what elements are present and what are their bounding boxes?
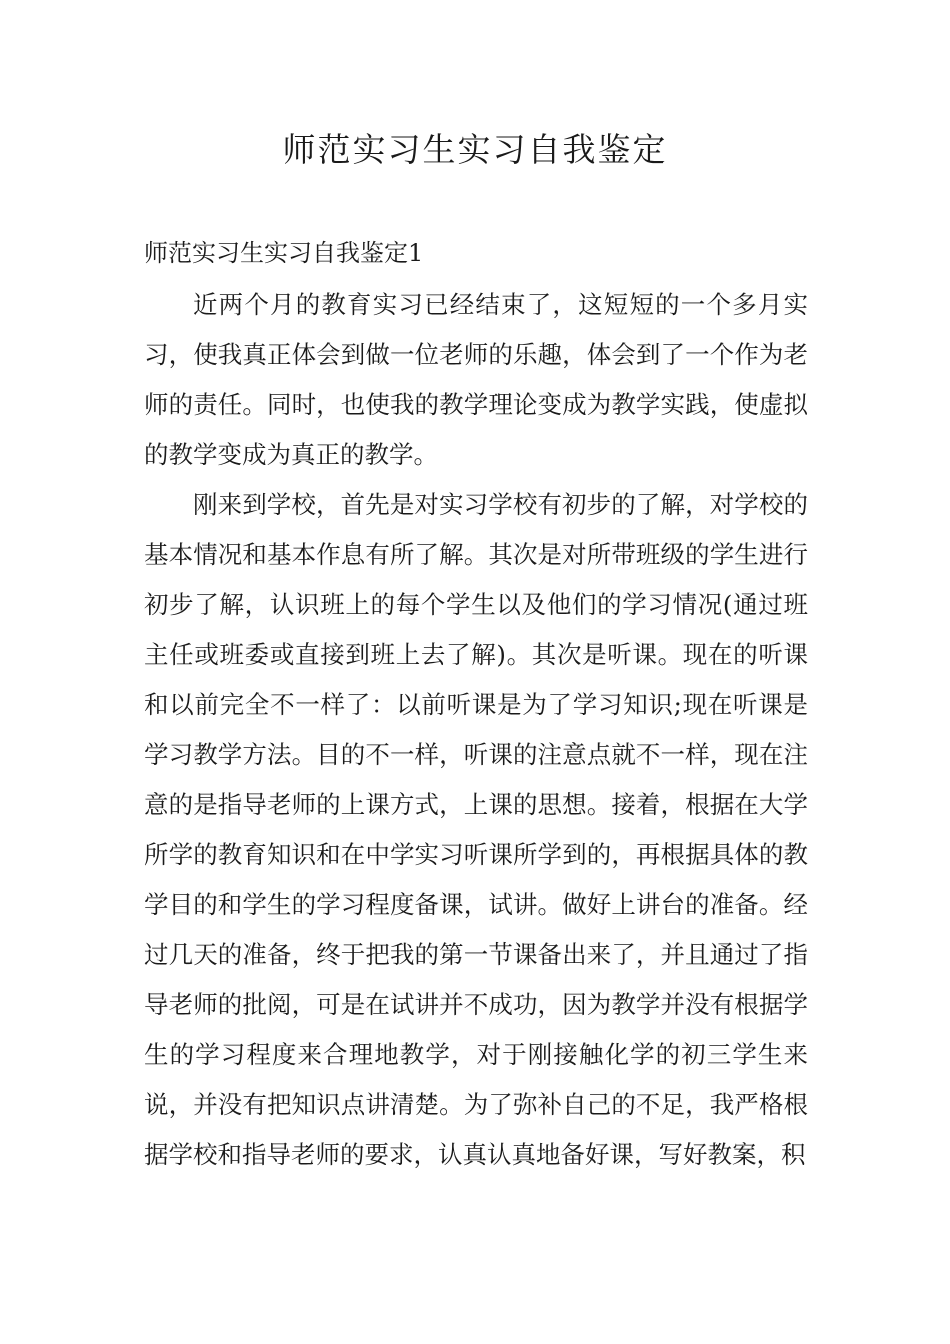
section-heading: 师范实习生实习自我鉴定1 [144,239,424,267]
page-title: 师范实习生实习自我鉴定 [282,130,668,169]
paragraph-2: 刚来到学校，首先是对实习学校有初步的了解，对学校的基本情况和基本作息有所了解。其次是对所带班级的学生进行初步了解，认识班上的每个学生以及他们的学习情况(通过班主任或班委或直接到班上去了解)。其次是听课。现在的听课和以前完全不一样了：以前听课是为了学习知识;现在听课是学习教学方法。目的不一样，听课的注意点就不一样，现在注意的是指导老师的上课方式，上课的思想。接着，根据在大学所学的教育知识和在中学实习听课所学到的，再根据具体的教学目的和学生的学习程度备课，试讲。做好上讲台的准备。经过几天的准备，终于把我的第一节课备出来了，并且通过了指导老师的批阅，可是在试讲并不成功，因为教学并没有根据学生的学习程度来合理地教学，对于刚接触化学的初三学生来说，并没有把知识点讲清楚。为了弥补自己的不足，我严格根据学校和指导老师的要求，认真认真地备好课，写好教案，积 [144,490,808,1169]
document-body [144,230,808,1180]
paragraph-1: 近两个月的教育实习已经结束了，这短短的一个多月实习，使我真正体会到做一位老师的乐趣，体会到了一个作为老师的责任。同时，也使我的教学理论变成为教学实践，使虚拟的教学变成为真正的教学。 [144,290,808,469]
